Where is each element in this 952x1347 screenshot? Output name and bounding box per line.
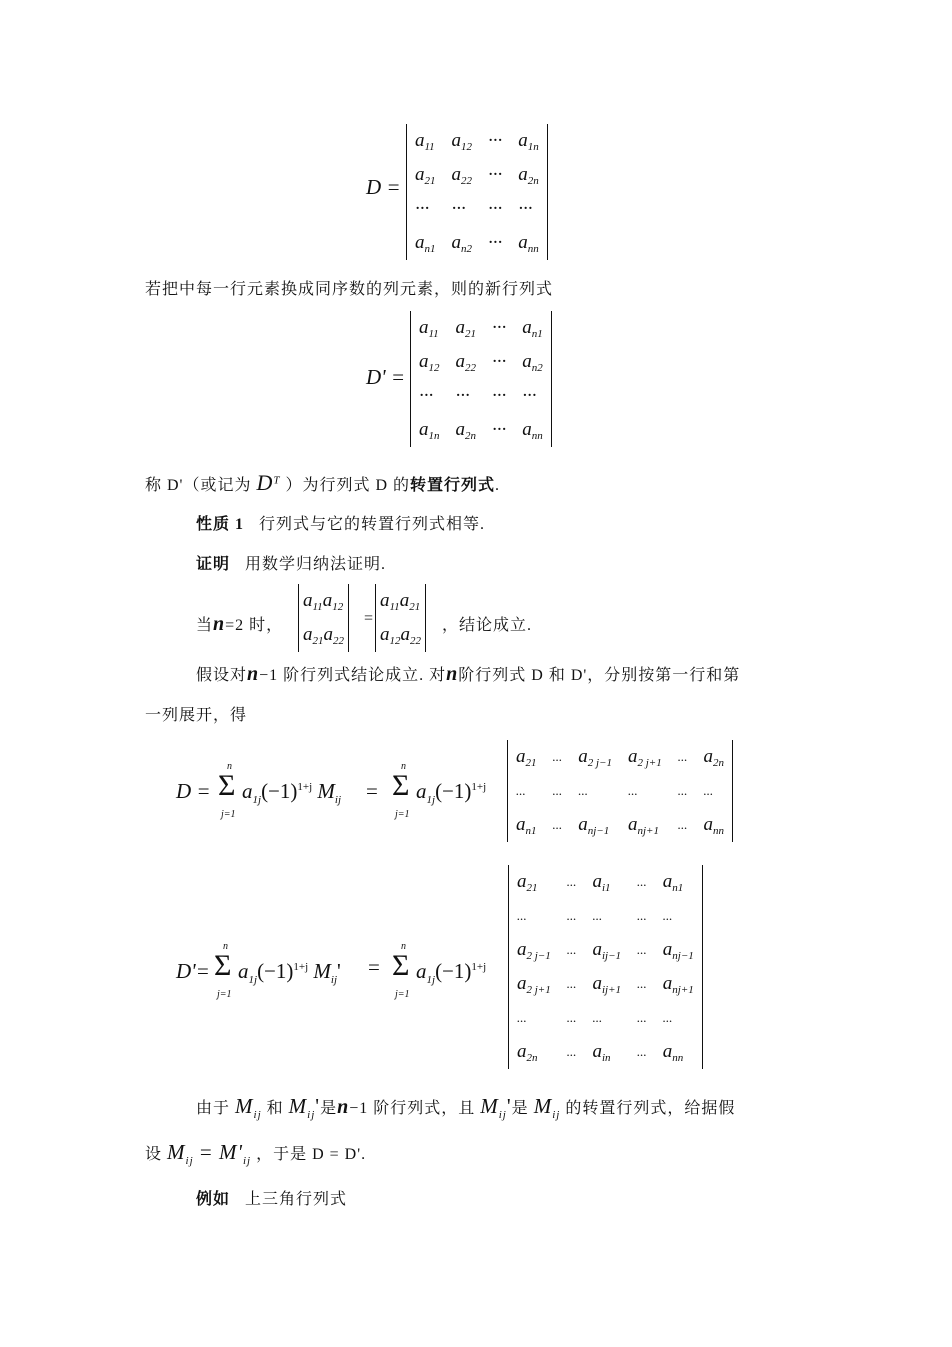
property-1: 性质 1 行列式与它的转置行列式相等. (196, 516, 486, 533)
equals-sign: = (364, 610, 374, 627)
case-n2-prefix: 当n=2 时， (196, 613, 284, 635)
proof-line: 证明 用数学归纳法证明. (196, 556, 387, 573)
det-dp-lhs: D' = (366, 365, 406, 389)
assume-line1: 假设对n−1 阶行列式结论成立. 对n阶行列式 D 和 D'，分别按第一行和第 (196, 663, 741, 685)
small-det-right: $a_{11}a_{21}$ $a_{12}a_{22}$ (375, 584, 426, 652)
case-n2-suffix: ，结论成立. (442, 617, 533, 634)
det-d: $a_{11}$ $a_{12}$ ··· $a_{1n}$ $a_{21}$ $a_{22}$ ··· $a_{2n}$ ··· ··· ··· ··· $a_{n1}$ $a_{n2}$ ··· $a_{nn}$ (406, 124, 548, 260)
det-d-prime: $a_{11}$ $a_{21}$ ··· $a_{n1}$ $a_{12}$ $a_{22}$ ··· $a_{n2}$ ··· ··· ··· ··· $a_{1n}$ $a_{2n}$ ··· $a_{nn}$ (410, 311, 552, 447)
eq1-det: $a_{21}$ ... $a_{2 j-1}$ $a_{2 j+1}$ ... $a_{2n}$ ... ... ... ... ... ... $a_{n1}$ ... $a_{nj-1}$ $a_{nj+1}$ ... $a_{nn}$ (507, 740, 733, 842)
equation-2: D'= Σ n j=1 $a_{1j}(-1)^{1+j}$ $M_{ij}'$ = Σ n j=1 $a_{1j}(-1)^{1+j}$ (176, 941, 487, 1000)
equation-1: D = Σ n j=1 $a_{1j}(-1)^{1+j}$ $M_{ij}$ = Σ n j=1 $a_{1j}(-1)^{1+j}$ (176, 761, 487, 820)
conclusion-line1: 由于 $M_{ij}$ 和 $M_{ij}'$是n−1 阶行列式，且 $M_{ij}'$是 $M_{ij}$ 的转置行列式，给据假 (196, 1094, 736, 1122)
text-line2: 称 D'（或记为 $D^T$ ）为行列式 D 的转置行列式. (145, 470, 501, 495)
det-d-lhs: D = (366, 175, 401, 199)
conclusion-line2: 设 $M_{ij} = M'_{ij}$ ，于是 D = D'. (145, 1140, 367, 1168)
example-line: 例如 上三角行列式 (196, 1191, 348, 1208)
text-line1: 若把中每一行元素换成同序数的列元素，则的新行列式 (145, 281, 554, 298)
small-det-left: $a_{11}a_{12}$ $a_{21}a_{22}$ (298, 584, 349, 652)
assume-line2: 一列展开，得 (145, 707, 248, 724)
eq2-det: $a_{21}$ ... $a_{i1}$ ... $a_{n1}$ ... ... ... ... ... $a_{2 j-1}$ ... $a_{ij-1}$ ... $a_{nj-1}$ $a_{2 j+1}$ ... $a_{ij+1}$ ... $a_{nj+1}$ ... ... ... ... ... $a_{2n}$ ... $a_{in}$ ... $a_{nn}$ (508, 865, 703, 1069)
